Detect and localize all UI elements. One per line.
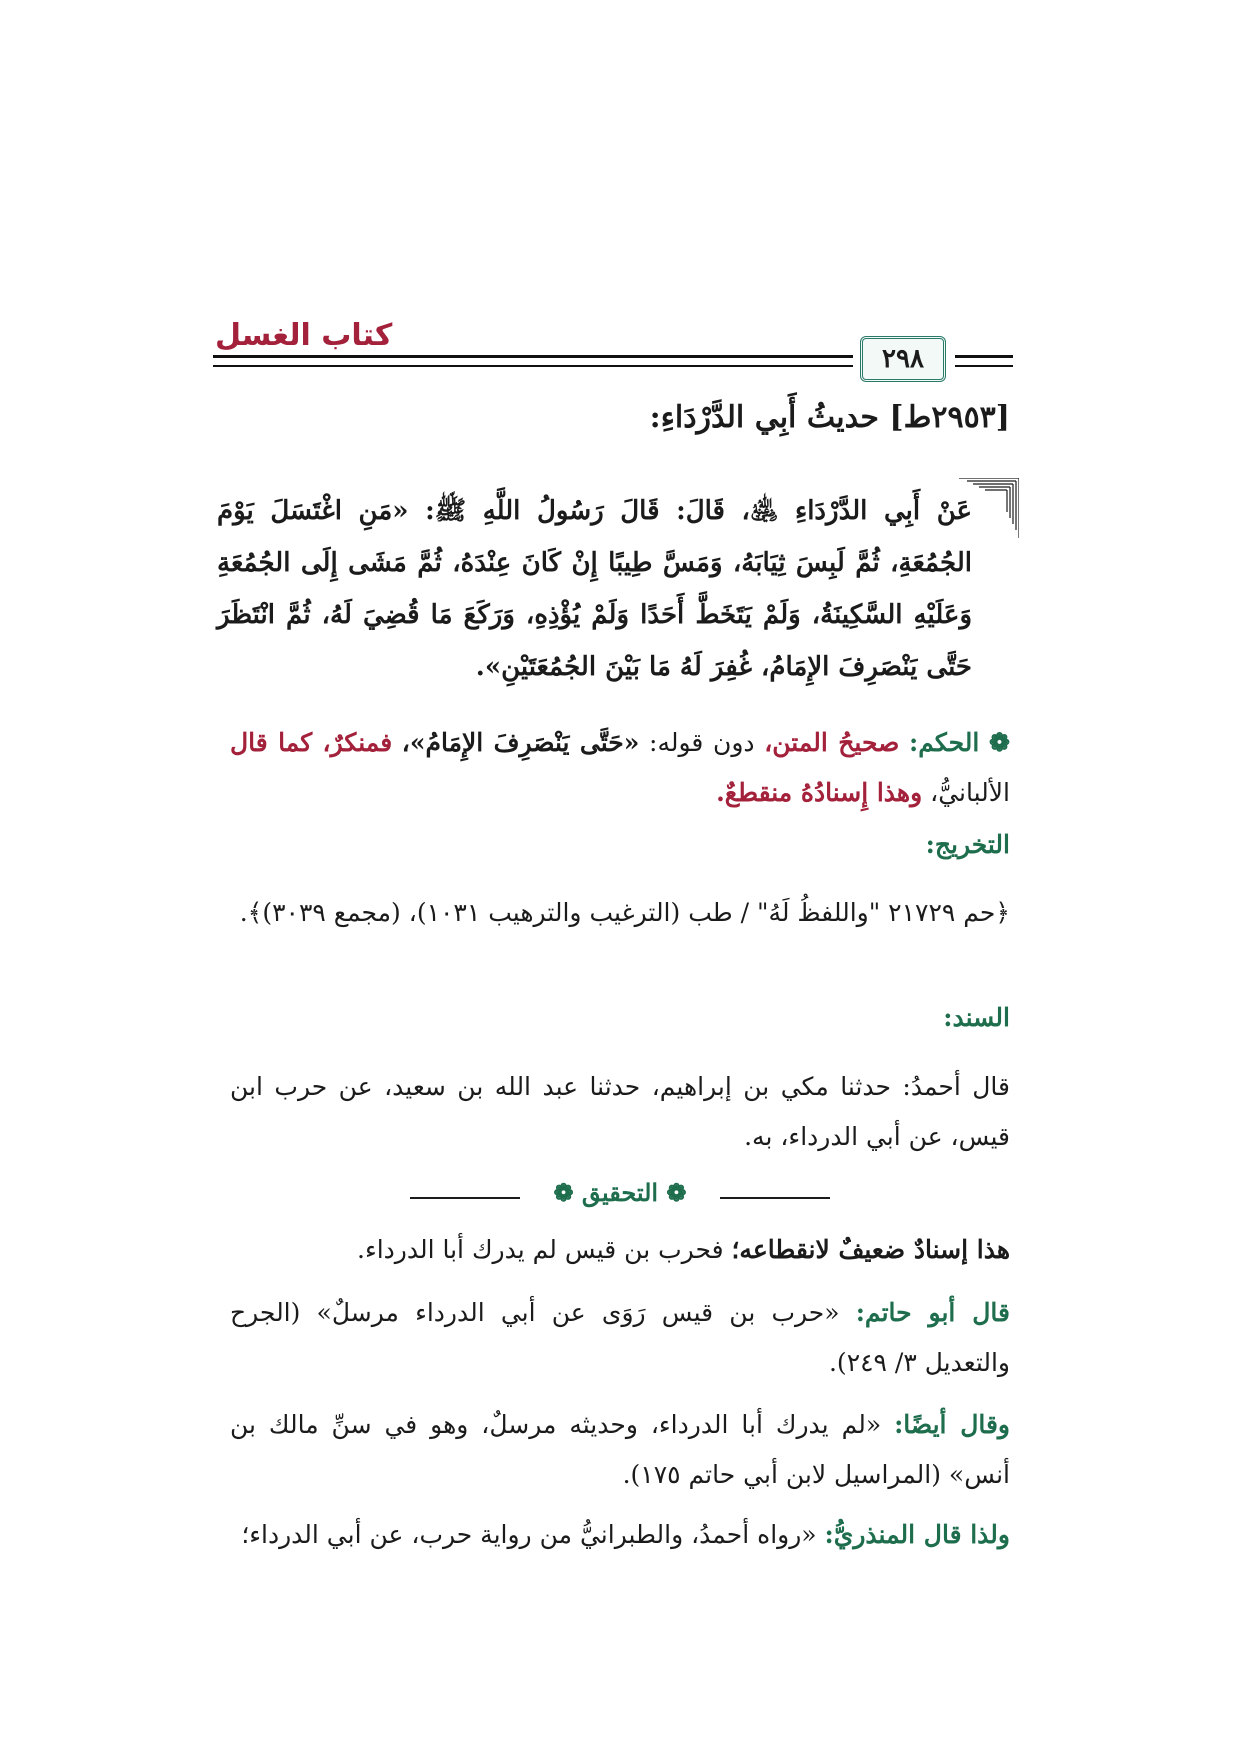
ruling-label: الحكم: bbox=[908, 728, 980, 757]
paragraph-lead: ولذا قال المنذريُّ: bbox=[824, 1520, 1010, 1549]
sanad-text: قال أحمدُ: حدثنا مكي بن إبراهيم، حدثنا عبد الله بن سعيد، عن حرب ابن قيس، عن أبي الدرداء، به. bbox=[230, 1072, 1010, 1151]
header-rule bbox=[955, 355, 1013, 358]
paragraph-lead: وقال أيضًا: bbox=[894, 1410, 1011, 1439]
hadith-box bbox=[215, 485, 1012, 703]
book-title: كتاب الغسل bbox=[215, 318, 393, 353]
analysis-paragraph bbox=[230, 1225, 1010, 1275]
ruling-quote: «حَتَّى يَنْصَرِفَ الإِمَامُ»، bbox=[401, 728, 640, 757]
ruling-paragraph bbox=[230, 718, 1010, 818]
takhrij-text: ﴿حم ٢١٧٢٩ "واللفظُ لَهُ" / طب (الترغيب والترهيب ١٠٣١)، (مجمع ٣٠٣٩)﴾. bbox=[239, 898, 1010, 927]
paragraph-lead: قال أبو حاتم: bbox=[855, 1298, 1011, 1327]
page-number: ٢٩٨ bbox=[882, 344, 924, 374]
tahqiq-label: ❁ التحقيق ❁ bbox=[553, 1178, 687, 1207]
sanad-label: السند: bbox=[943, 1003, 1010, 1032]
analysis-paragraph bbox=[230, 1288, 1010, 1388]
divider-line bbox=[720, 1197, 830, 1199]
tahqiq-divider bbox=[410, 1178, 830, 1212]
paragraph-text: فحرب بن قيس لم يدرك أبا الدرداء. bbox=[357, 1235, 724, 1264]
paragraph-text: «حرب بن قيس رَوَى عن أبي الدرداء مرسلٌ» (الجرح والتعديل ٣/ ٢٤٩). bbox=[230, 1298, 1010, 1377]
hadith-number: [٢٩٥٣ط] bbox=[889, 400, 1010, 435]
paragraph-lead: هذا إسنادٌ ضعيفٌ لانقطاعه؛ bbox=[731, 1235, 1010, 1264]
ruling-isnad: وهذا إِسنادُهُ منقطعٌ. bbox=[716, 778, 923, 807]
divider-line bbox=[410, 1197, 520, 1199]
paragraph-text: «رواه أحمدُ، والطبرانيُّ من رواية حرب، عن أبي الدرداء؛ bbox=[241, 1520, 817, 1549]
header-rule bbox=[213, 355, 853, 358]
header-rule bbox=[955, 365, 1013, 367]
hadith-text: عَنْ أَبِي الدَّرْدَاءِ ﵁، قَالَ: قَالَ رَسُولُ اللَّهِ ﷺ: «مَنِ اغْتَسَلَ يَوْمَ الجُمُعَةِ، ثُمَّ لَبِسَ ثِيَابَهُ، وَمَسَّ طِيبًا إِنْ كَانَ عِنْدَهُ، ثُمَّ مَشَى إِلَى الجُمُعَةِ وَعَلَيْهِ السَّكِينَةُ، وَلَمْ يَتَخَطَّ أَحَدًا وَلَمْ يُؤْذِهِ، وَرَكَعَ مَا قُضِيَ لَهُ، ثُمَّ انْتَظَرَ حَتَّى يَنْصَرِفَ الإِمَامُ، غُفِرَ لَهُ مَا بَيْنَ الجُمُعَتَيْنِ». bbox=[217, 496, 973, 682]
ruling-text: دون قوله: bbox=[649, 728, 755, 757]
page-number-badge bbox=[860, 336, 946, 382]
paragraph-text: «لم يدرك أبا الدرداء، وحديثه مرسلٌ، وهو في سنِّ مالك بن أنس» (المراسيل لابن أبي حاتم ١٧٥). bbox=[230, 1410, 1010, 1489]
ruling-albani: الألبانيُّ، bbox=[930, 778, 1010, 807]
takhrij-label: التخريج: bbox=[925, 830, 1010, 859]
ruling-verdict: صحيحُ المتن، bbox=[764, 728, 900, 757]
analysis-paragraph bbox=[230, 1400, 1010, 1500]
hadith-title: حديثُ أَبِي الدَّرْدَاءِ: bbox=[649, 400, 879, 435]
ruling-munkar: فمنكرٌ، كما قال bbox=[230, 728, 393, 757]
hadith-heading bbox=[230, 400, 1010, 435]
header-rule bbox=[213, 365, 853, 367]
analysis-paragraph bbox=[230, 1510, 1010, 1560]
flower-ornament-icon: ❁ bbox=[989, 728, 1010, 757]
